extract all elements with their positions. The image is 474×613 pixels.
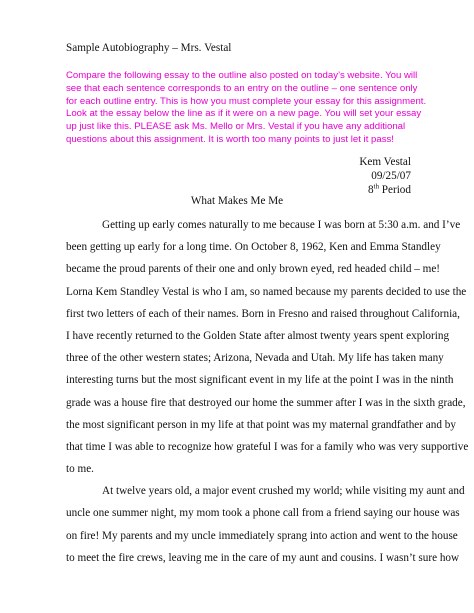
document-heading: Sample Autobiography – Mrs. Vestal bbox=[66, 42, 232, 54]
paragraph-line: to meet the fire crews, leaving me in the care of my aunt and cousins. I wasn’t sure how bbox=[66, 551, 460, 564]
author-name: Kem Vestal bbox=[359, 156, 411, 168]
paragraph-line: first two letters of each of their names. Born in Fresno and raised throughout California, bbox=[66, 307, 460, 320]
paragraph-line: three of the other western states; Arizona, Nevada and Utah. My life has taken many bbox=[66, 352, 444, 365]
paragraph-line: the most significant person in my life at that point was my maternal grandfather and by bbox=[66, 418, 456, 431]
notice-line: Look at the essay below the line as if it were on a new page. You will set your essay bbox=[66, 108, 422, 120]
author-date: 09/25/07 bbox=[371, 170, 411, 182]
paragraph-line: became the proud parents of their one and only brown eyed, red headed child – me! bbox=[66, 263, 441, 276]
notice-line: see that each sentence corresponds to an entry on the outline – one sentence only bbox=[66, 82, 418, 94]
period-number: 8 bbox=[367, 184, 374, 196]
paragraph-line: At twelve years old, a major event crushed my world; while visiting my aunt and bbox=[102, 485, 465, 498]
author-block bbox=[359, 155, 411, 197]
paragraph-line: Getting up early comes naturally to me because I was born at 5:30 a.m. and I’ve bbox=[102, 219, 461, 231]
notice-line: Compare the following essay to the outline also posted on today’s website. You will bbox=[66, 70, 418, 81]
paragraph-line: uncle one summer night, my mom took a phone call from a friend saying our house was bbox=[66, 507, 460, 520]
paragraph-line: grade was a house fire that destroyed our home the summer after I was in the sixth grade, bbox=[66, 396, 466, 409]
period-word: Period bbox=[378, 184, 411, 196]
notice-line: up just like this. PLEASE ask Ms. Mello or Mrs. Vestal if you have any additional bbox=[66, 121, 406, 133]
notice-line: questions about this assignment. It is worth too many points to just let it pass! bbox=[66, 133, 394, 145]
paragraph-line: on fire! My parents and my uncle immediately sprang into action and went to the house bbox=[66, 529, 458, 542]
paragraph-line: I have recently returned to the Golden State after almost twenty years spent exploring bbox=[66, 329, 450, 342]
paragraph-line: to me. bbox=[66, 463, 94, 476]
notice-line: for each outline entry. This is how you must complete your essay for this assignment. bbox=[66, 95, 427, 107]
essay-title: What Makes Me Me bbox=[190, 195, 284, 207]
essay-body bbox=[66, 214, 469, 569]
paragraph-line: been getting up early for a long time. On October 8, 1962, Ken and Emma Standley bbox=[66, 241, 441, 254]
paragraph-line: that time I was able to recognize how grateful I was for a family who was very supportive bbox=[66, 440, 469, 453]
period-suffix: th bbox=[373, 182, 379, 191]
paragraph-line: Lorna Kem Standley Vestal is who I am, so named because my parents decided to use the bbox=[66, 285, 467, 298]
assignment-notice bbox=[66, 70, 426, 147]
paragraph-line: interesting turns but the most significant event in my life at the point I was in the ninth bbox=[66, 374, 454, 387]
